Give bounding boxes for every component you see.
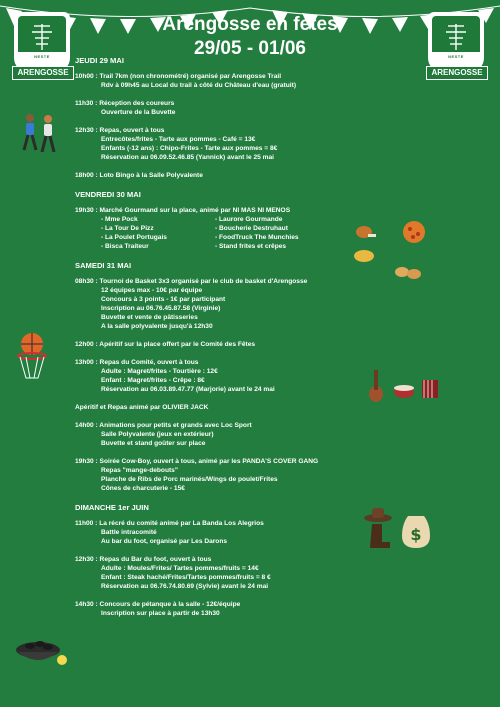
event-block: [75, 126, 415, 162]
event-block: [75, 403, 415, 412]
event-line: A la salle polyvalente jusqu'à 12h30: [101, 323, 213, 330]
event-line: Réservation au 06.03.89.47.77 (Marjorie) avant le 24 mai: [101, 386, 275, 393]
music-instruments-icon: [364, 368, 442, 404]
event-line: Buvette et stand goûter sur place: [101, 440, 206, 447]
day-heading-sunday: DIMANCHE 1er JUIN: [75, 503, 149, 512]
event-line: Battle intracomité: [101, 529, 157, 536]
drum-icon: [394, 385, 414, 398]
page-title: Arengosse en fetes: [162, 14, 338, 35]
vendor-item: - FoodTruck The Munchies: [215, 234, 299, 241]
event-line: Salle Polyvalente (jeux en extérieur): [101, 431, 214, 438]
money-bag-icon: [402, 516, 430, 548]
event-line: Enfants (-12 ans) : Chipo-Frites - Tarte aux pommes = 8€: [101, 145, 278, 152]
event-line: Enfant : Magret/frites - Crêpe : 8€: [101, 377, 205, 384]
pizza-icon: [403, 221, 425, 243]
event-line: Cônes de charcuterie - 15€: [101, 485, 185, 492]
cowboy-hat-icon: [364, 508, 392, 522]
event-line: 12h00 : Apéritif sur la place offert par le Comité des Fêtes: [75, 341, 256, 348]
day-heading-friday: VENDREDI 30 MAI: [75, 190, 141, 199]
vendor-item: - Boucherie Destruhaut: [215, 225, 288, 232]
food-icons: [350, 220, 434, 284]
event-line: Entrecôtes/frites - Tarte aux pommes - Café = 13€: [101, 136, 256, 143]
day-heading-saturday: SAMEDI 31 MAI: [75, 261, 132, 270]
event-line: 13h00 : Repas du Comité, ouvert à tous: [75, 359, 199, 366]
vendor-item: - Bisca Traiteur: [101, 243, 149, 250]
event-line: Enfant : Steak haché/Frites/Tartes pommes/fruits = 8 €: [101, 574, 271, 581]
event-block: [75, 340, 415, 349]
event-line: 08h30 : Tournoi de Basket 3x3 organisé par le club de basket d'Arengosse: [75, 278, 308, 285]
logo-small-text: NESTE: [448, 54, 464, 59]
event-line: 19h30 : Soirée Cow-Boy, ouvert à tous, animé par les PANDA'S COVER GANG: [75, 458, 319, 465]
event-line: Rdv à 09h45 au Local du trail à côté du Château d'eau (gratuit): [101, 82, 297, 89]
day-heading-thursday: JEUDI 29 MAI: [75, 56, 124, 65]
event-line: 14h00 : Animations pour petits et grands avec Loc Sport: [75, 422, 252, 429]
event-line: 12h30 : Repas du Bar du foot, ouvert à tous: [75, 556, 212, 563]
event-block: [75, 457, 415, 493]
event-line: Réservation au 06.76.74.80.69 (Sylvie) avant le 24 mai: [101, 583, 269, 590]
event-line: Adulte : Magret/frites - Tourtière : 12€: [101, 368, 218, 375]
event-block: [75, 421, 415, 448]
vendor-item: - La Tour De Pizz: [101, 225, 154, 232]
vendor-item: - La Poulet Portugais: [101, 234, 167, 241]
guitar-icon: [369, 370, 383, 402]
runners-icon: [16, 112, 62, 158]
logo-name: ARENGOSSE: [426, 66, 488, 80]
mussels-pot-icon: [10, 628, 70, 670]
event-block: [75, 171, 415, 180]
vendor-item: - Stand frites et crêpes: [215, 243, 287, 250]
cowboy-icons: [364, 504, 434, 550]
event-line: Inscription au 06.76.45.87.58 (Virginie): [101, 305, 221, 312]
vendor-item: - Mme Pock: [101, 216, 138, 223]
page-dates: 29/05 - 01/06: [194, 38, 306, 59]
event-line: 11h30 : Réception des coureurs: [75, 100, 175, 107]
event-line: 11h00 : La récré du comité animé par La Banda Los Alegrios: [75, 520, 264, 527]
event-line: 18h00 : Loto Bingo à la Salle Polyvalente: [75, 172, 203, 179]
event-line: Ouverture de la Buvette: [101, 109, 176, 116]
event-block: [75, 600, 415, 618]
event-block: [75, 99, 415, 117]
paella-icon: [354, 250, 374, 262]
event-line: Inscription sur place à partir de 13h30: [101, 610, 220, 617]
bread-icon: [395, 267, 421, 279]
basketball-hoop-icon: [12, 332, 52, 382]
event-line: 14h30 : Concours de pétanque à la salle - 12€/équipe: [75, 601, 241, 608]
event-line: Repas "mange-debouts": [101, 467, 178, 474]
event-block: [75, 555, 415, 591]
accordion-icon: [422, 380, 438, 398]
svg-text:$: $: [410, 525, 422, 544]
logo-small-text: NESTE: [34, 54, 50, 59]
event-line: 10h00 : Trail 7km (non chronométré) organisé par Arengosse Trail: [75, 73, 282, 80]
event-block: [75, 277, 415, 331]
event-line: Au bar du foot, organisé par Les Darons: [101, 538, 228, 545]
event-line: Concours à 3 points - 1€ par participant: [101, 296, 226, 303]
vendor-item: - Laurore Gourmande: [215, 216, 283, 223]
event-line: Planche de Ribs de Porc marinés/Wings de poulet/Frites: [101, 476, 278, 483]
logo-name: ARENGOSSE: [12, 66, 74, 80]
chicken-leg-icon: [356, 226, 376, 238]
event-block: [75, 72, 415, 90]
event-line: Apéritif et Repas animé par OLIVIER JACK: [75, 404, 209, 411]
cowboy-boot-icon: [370, 524, 390, 548]
event-line: Adulte : Moules/Frites/ Tartes pommes/fruits = 14€: [101, 565, 259, 572]
event-line: Buvette et vente de pâtisseries: [101, 314, 198, 321]
event-line: 12 équipes max - 10€ par équipe: [101, 287, 203, 294]
event-line: 12h30 : Repas, ouvert à tous: [75, 127, 165, 134]
event-line: Réservation au 06.09.52.46.85 (Yannick) avant le 25 mai: [101, 154, 274, 161]
event-line: 19h30 : Marché Gourmand sur la place, animé par NI MAS NI MENOS: [75, 207, 291, 214]
